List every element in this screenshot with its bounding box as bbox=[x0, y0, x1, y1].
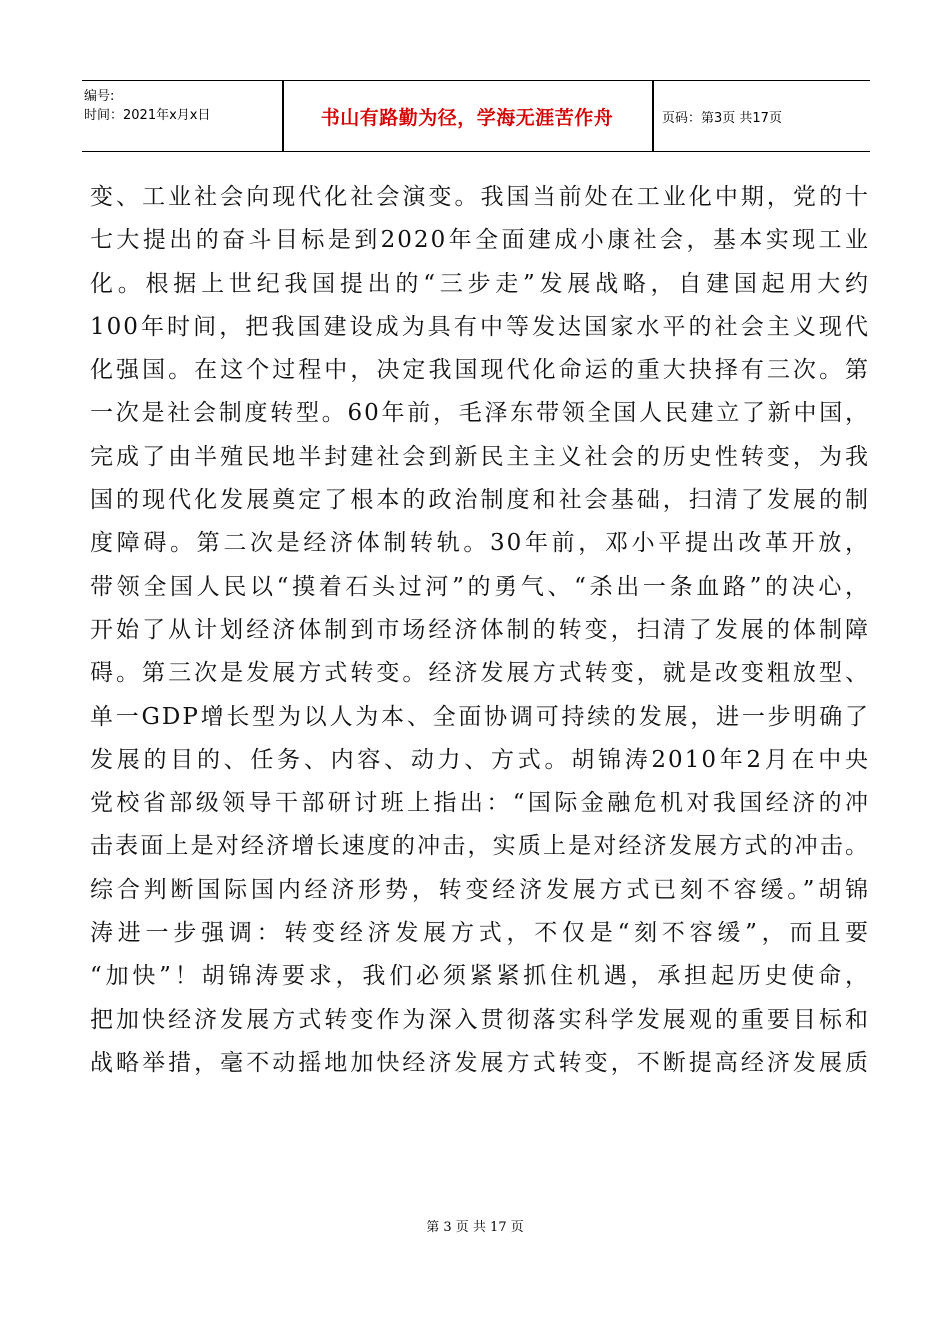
document-time-label: 时间：2021年x月x日 bbox=[84, 108, 211, 123]
body-line: 变、工业社会向现代化社会演变。我国当前处在工业化中期，党的十 bbox=[90, 184, 870, 210]
page-footer: 第 3 页 共 17 页 bbox=[426, 1220, 524, 1235]
header-meta bbox=[82, 81, 282, 151]
body-line: 100年时间，把我国建设成为具有中等发达国家水平的社会主义现代 bbox=[90, 313, 870, 340]
body-line: 七大提出的奋斗目标是到2020年全面建成小康社会，基本实现工业 bbox=[90, 227, 870, 254]
header-divider-right bbox=[652, 81, 654, 151]
body-line: 发展的目的、任务、内容、动力、方式。胡锦涛2010年2月在中央 bbox=[90, 746, 870, 773]
body-line: 化强国。在这个过程中，决定我国现代化命运的重大抉择有三次。第 bbox=[90, 357, 870, 384]
body-line: 击表面上是对经济增长速度的冲击，实质上是对经济发展方式的冲击。 bbox=[90, 833, 870, 860]
body-text bbox=[90, 176, 870, 1085]
document-number-label: 编号: bbox=[84, 89, 115, 104]
body-line: 度障碍。第二次是经济体制转轨。30年前，邓小平提出改革开放， bbox=[90, 530, 870, 557]
body-line: 国的现代化发展奠定了根本的政治制度和社会基础，扫清了发展的制 bbox=[90, 487, 870, 514]
body-line: 碍。第三次是发展方式转变。经济发展方式转变，就是改变粗放型、 bbox=[90, 660, 870, 687]
header-motto: 书山有路勤为径，学海无涯苦作舟 bbox=[320, 106, 614, 129]
body-line: “加快”！胡锦涛要求，我们必须紧紧抓住机遇，承担起历史使命， bbox=[90, 963, 870, 990]
body-line: 把加快经济发展方式转变作为深入贯彻落实科学发展观的重要目标和 bbox=[90, 1006, 870, 1033]
body-line: 综合判断国际国内经济形势，转变经济发展方式已刻不容缓。”胡锦 bbox=[90, 876, 870, 903]
body-line: 战略举措，毫不动摇地加快经济发展方式转变，不断提高经济发展质 bbox=[90, 1049, 870, 1076]
body-line: 带领全国人民以“摸着石头过河”的勇气、“杀出一条血路”的决心， bbox=[90, 573, 870, 600]
body-line: 化。根据上世纪我国提出的“三步走”发展战略，自建国起用大约 bbox=[90, 270, 870, 297]
page-header bbox=[82, 80, 870, 152]
body-line: 单一GDP增长型为以人为本、全面协调可持续的发展，进一步明确了 bbox=[90, 703, 870, 730]
body-line: 完成了由半殖民地半封建社会到新民主主义社会的历史性转变，为我 bbox=[90, 443, 870, 470]
body-line: 一次是社会制度转型。60年前，毛泽东带领全国人民建立了新中国， bbox=[90, 400, 870, 427]
header-page-info: 页码：第3页 共17页 bbox=[662, 110, 782, 126]
body-line: 党校省部级领导干部研讨班上指出：“国际金融危机对我国经济的冲 bbox=[90, 790, 870, 817]
body-line: 涛进一步强调：转变经济发展方式，不仅是“刻不容缓”，而且要 bbox=[90, 920, 870, 947]
body-line: 开始了从计划经济体制到市场经济体制的转变，扫清了发展的体制障 bbox=[90, 616, 870, 643]
